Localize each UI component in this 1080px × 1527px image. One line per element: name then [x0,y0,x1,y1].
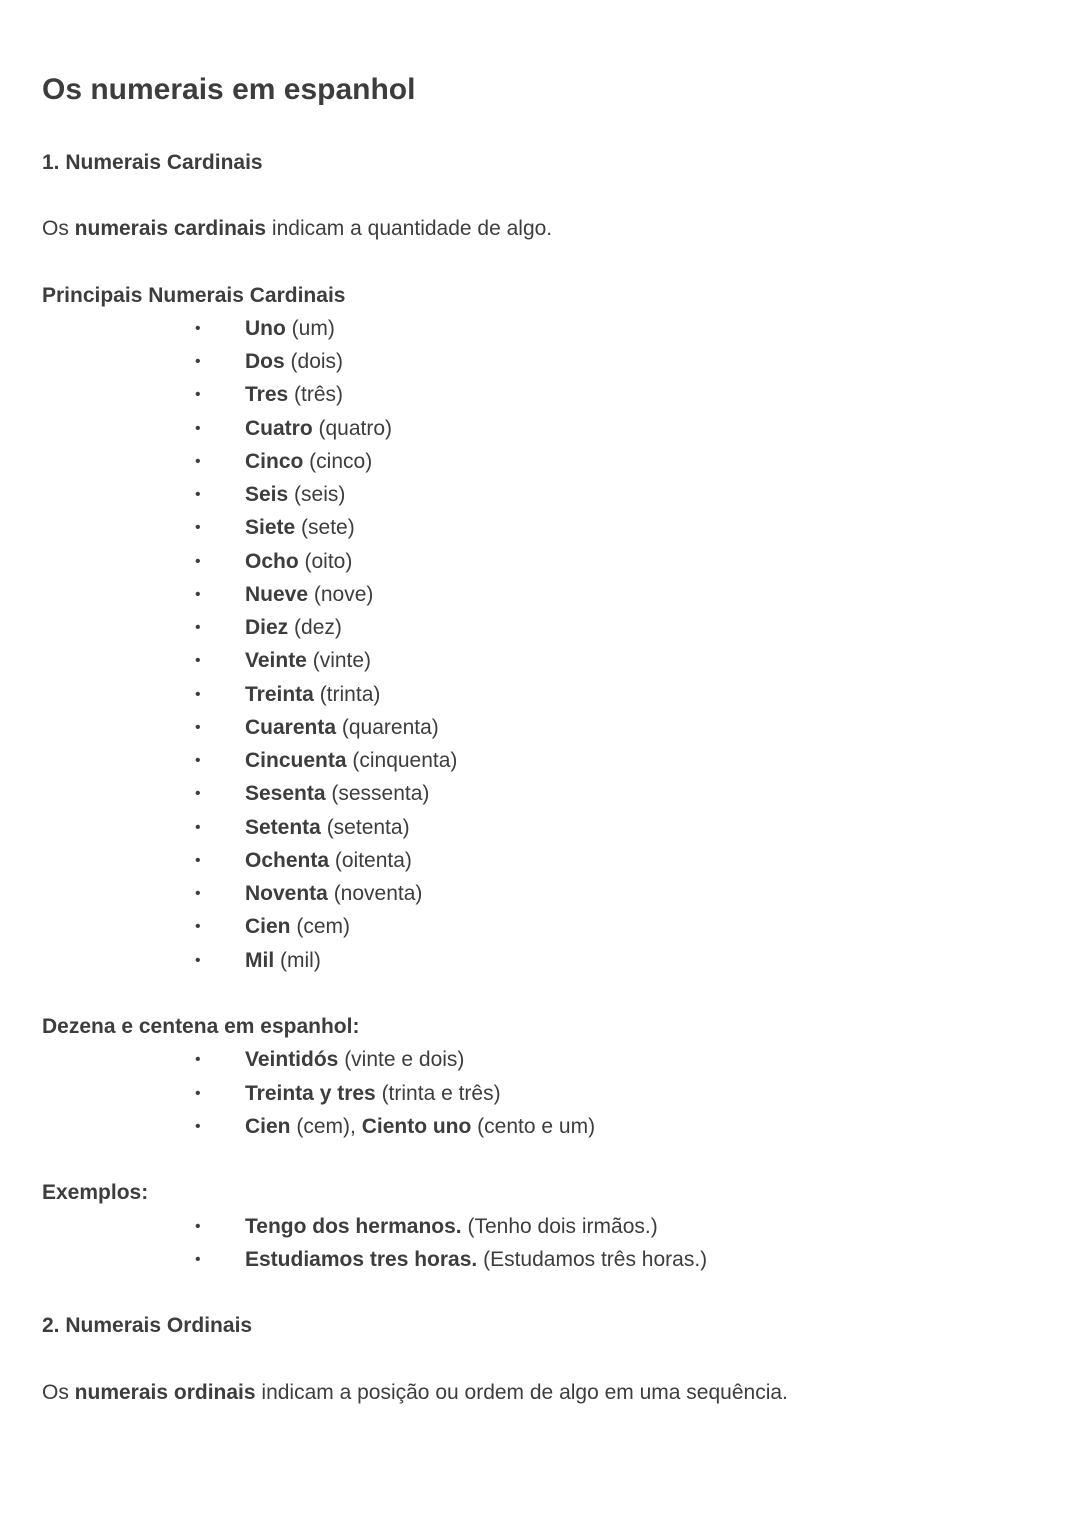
list-item [42,1243,1042,1276]
document-body [42,146,1042,1410]
text-segment: (sete) [295,516,355,540]
text-segment: (trinta) [313,682,381,706]
list-item [42,744,1042,777]
bold-text: Tengo dos hermanos. [245,1214,462,1238]
text-segment: (vinte e dois) [338,1048,465,1072]
bold-text: Veinte [245,649,307,673]
spacer [42,1143,1042,1176]
section-heading: 1. Numerais Cardinais [42,150,263,174]
list-item [42,312,1042,345]
list-item [42,944,1042,977]
bullet-icon: • [195,353,201,370]
section-heading: Principais Numerais Cardinais [42,283,346,307]
bullet-icon: • [195,951,201,969]
list-item [42,777,1042,810]
bullet-list [42,1210,1042,1277]
bullet-icon: • [195,319,201,337]
text-segment: indicam a posição ou ordem de algo em uma sequência. [255,1380,788,1404]
bullet-icon: • [195,685,201,703]
bullet-icon: • [195,1051,201,1069]
bold-text: Ciento uno [361,1114,472,1138]
text-segment: (quatro) [312,416,393,440]
bold-text: numerais ordinais [74,1380,256,1404]
bold-text: Diez [245,616,289,639]
list-item [42,877,1042,910]
list-item [42,1077,1042,1110]
list-item [42,345,1042,378]
bold-text: Nueve [245,582,309,606]
text-segment: (cinco) [303,449,373,473]
section-heading: 2. Numerais Ordinais [42,1314,253,1338]
bullet-icon: • [195,1084,201,1102]
bold-text: Treinta [245,682,314,706]
list-item [42,844,1042,877]
bullet-icon: • [195,1117,201,1135]
list-item [42,1210,1042,1243]
text-segment: (dois) [284,350,344,373]
bold-text: Estudiamos tres horas. [245,1247,478,1271]
bullet-icon: • [195,851,201,869]
bullet-icon: • [195,752,201,769]
text-segment: (trinta e três) [375,1081,501,1105]
list-item [42,511,1042,544]
list-item [42,1110,1042,1143]
list-item [42,611,1042,644]
bold-text: Dos [245,350,285,373]
list-item [42,445,1042,478]
list-item [42,545,1042,578]
section-heading: Dezena e centena em espanhol: [42,1015,360,1038]
bullet-icon: • [195,1217,201,1235]
bullet-list [42,312,1042,977]
bold-text: Noventa [245,882,328,905]
list-item [42,578,1042,611]
spacer [42,977,1042,1010]
bold-text: Ocho [245,549,299,573]
text-segment: (mil) [274,948,321,972]
text-segment: (oito) [298,549,353,573]
bold-text: Cincuenta [245,749,347,772]
bullet-icon: • [195,652,201,670]
page-title: Os numerais em espanhol [42,73,416,106]
section-heading: Exemplos: [42,1181,149,1205]
text-segment: (um) [285,316,335,340]
bullet-icon: • [195,818,201,836]
bullet-icon: • [195,452,201,470]
bold-text: Cien [245,915,291,939]
list-item [42,644,1042,677]
bold-text: numerais cardinais [74,217,267,240]
spacer [42,245,1042,278]
bullet-icon: • [195,718,201,736]
bold-text: Veintidós [245,1048,339,1072]
list-item [42,678,1042,711]
text-segment: (cinquenta) [346,749,458,772]
bold-text: Seis [245,483,289,506]
text-segment: (cento e um) [471,1114,596,1138]
bold-text: Siete [245,516,296,540]
text-segment: indicam a quantidade de algo. [266,217,553,240]
bullet-icon: • [195,386,201,404]
text-segment: (três) [288,383,344,407]
spacer [42,1343,1042,1376]
bold-text: Sesenta [245,782,326,806]
list-item [42,910,1042,943]
bold-text: Cuatro [245,416,313,440]
list-item [42,811,1042,844]
text-segment: (oitenta) [329,848,412,872]
bold-text: Cien [245,1114,291,1138]
text-segment: (setenta) [320,815,410,839]
bullet-list [42,1043,1042,1143]
list-item [42,412,1042,445]
text-segment: (vinte) [306,649,372,673]
text-segment: (noventa) [327,882,423,905]
bold-text: Tres [245,383,289,407]
list-item [42,1043,1042,1076]
paragraph [42,1376,1042,1409]
bullet-icon: • [195,552,201,570]
bullet-icon: • [195,885,201,902]
bullet-icon: • [195,585,201,603]
text-segment: (dez) [288,616,342,639]
paragraph [42,212,1042,245]
bold-text: Cuarenta [245,715,337,739]
bold-text: Ochenta [245,848,330,872]
bullet-icon: • [195,918,201,936]
list-item [42,378,1042,411]
text-segment: (Estudamos três horas.) [477,1247,708,1271]
text-segment: (seis) [288,483,346,506]
text-segment: Os [42,1380,75,1404]
bullet-icon: • [195,486,201,503]
text-segment: (cem) [290,915,351,939]
list-item [42,711,1042,744]
bold-text: Setenta [245,815,321,839]
spacer [42,1276,1042,1309]
text-segment: (nove) [308,582,374,606]
text-segment: (cem), [290,1114,362,1138]
bullet-icon: • [195,1250,201,1268]
bullet-icon: • [195,785,201,803]
bullet-icon: • [195,419,201,437]
spacer [42,179,1042,212]
bold-text: Treinta y tres [245,1081,376,1105]
bold-text: Uno [245,316,286,340]
bullet-icon: • [195,619,201,636]
bold-text: Mil [245,948,275,972]
bold-text: Cinco [245,449,304,473]
text-segment: (quarenta) [336,715,439,739]
bullet-icon: • [195,519,201,537]
list-item [42,478,1042,511]
text-segment: (sessenta) [325,782,430,806]
text-segment: Os [42,217,75,240]
text-segment: (Tenho dois irmãos.) [461,1214,658,1238]
